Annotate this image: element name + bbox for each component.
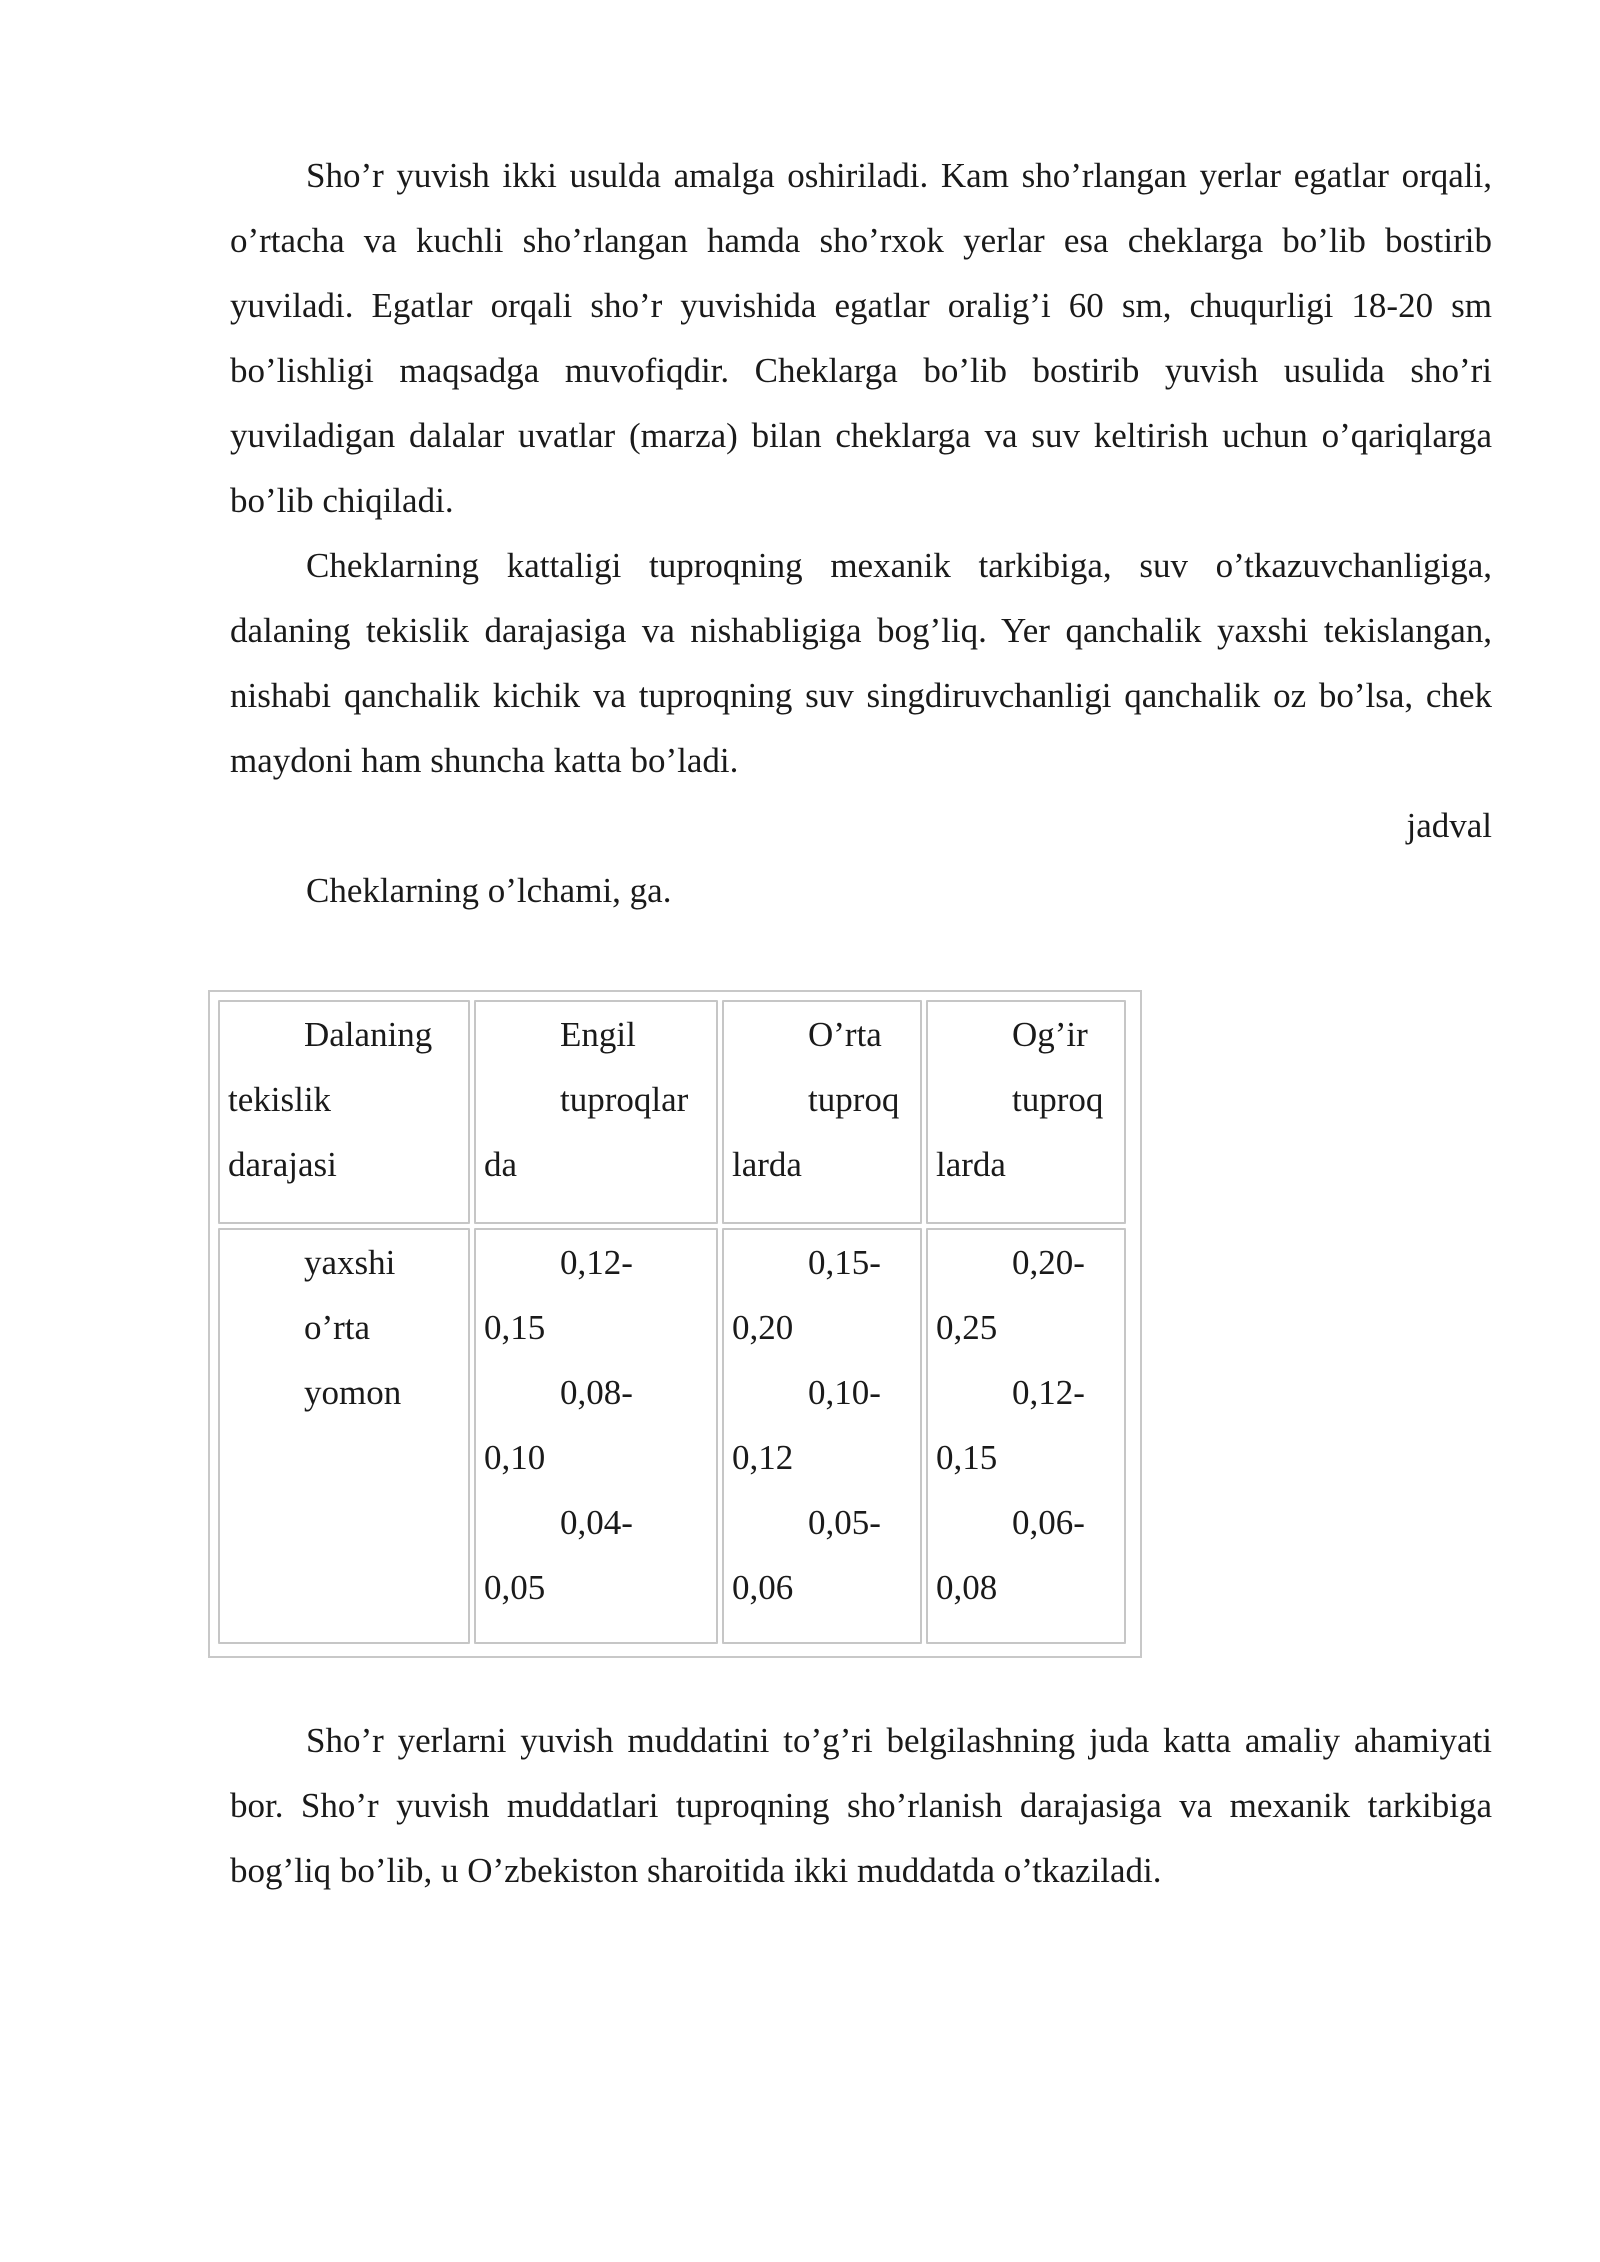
level-text: yaxshi <box>304 1243 396 1282</box>
header-cell-tekislik <box>218 1000 470 1224</box>
value-text: 0,10 <box>484 1438 546 1477</box>
header-text: tuproq <box>1012 1080 1104 1119</box>
value-text: 0,15- <box>808 1243 881 1282</box>
header-text: tekislik <box>228 1080 332 1119</box>
header-text: tuproq <box>808 1080 900 1119</box>
table-caption: Cheklarning o’lchami, ga. <box>306 871 672 910</box>
header-text: Dalaning <box>304 1015 433 1054</box>
value-text: 0,25 <box>936 1308 998 1347</box>
paragraph-2-block <box>230 533 1492 793</box>
value-text: 0,04- <box>560 1503 633 1542</box>
header-text: O’rta <box>808 1015 882 1054</box>
header-text: da <box>484 1145 518 1184</box>
value-text: 0,06- <box>1012 1503 1085 1542</box>
paragraph-3: Sho’r yerlarni yuvish muddatini to’g’ri belgilashning juda katta amaliy ahamiyati bor. Sho’r yuvish muddatlari tuproqning sho’rlanish darajasiga va mexanik tarkibiga bog’liq bo’lib, u O’zbekiston sharoitida ikki muddatda o’tkaziladi. <box>230 1721 1492 1890</box>
value-text: 0,10- <box>808 1373 881 1412</box>
value-text: 0,12- <box>1012 1373 1085 1412</box>
value-text: 0,05 <box>484 1568 546 1607</box>
paragraph-3-block <box>230 1708 1492 1903</box>
paragraph-1: Sho’r yuvish ikki usulda amalga oshiriladi. Kam sho’rlangan yerlar egatlar orqali, o’rtacha va kuchli sho’rlangan hamda sho’rxok yerlar esa cheklarga bo’lib bostirib yuviladi. Egatlar orqali sho’r yuvishida egatlar oralig’i 60 sm, chuqurligi 18-20 sm bo’lishligi maqsadga muvofiqdir. Cheklarga bo’lib bostirib yuvish usulida sho’ri yuviladigan dalalar uvatlar (marza) bilan cheklarga va suv keltirish uchun o’qariqlarga bo’lib chiqiladi. <box>230 156 1492 520</box>
level-text: o’rta <box>304 1308 371 1347</box>
value-text: 0,15 <box>484 1308 546 1347</box>
header-text: darajasi <box>228 1145 337 1184</box>
header-text: Og’ir <box>1012 1015 1088 1054</box>
value-text: 0,12 <box>732 1438 794 1477</box>
body-cell-engil <box>474 1228 718 1644</box>
header-cell-ogir <box>926 1000 1126 1224</box>
level-text: yomon <box>304 1373 402 1412</box>
value-text: 0,20- <box>1012 1243 1085 1282</box>
soil-table <box>214 996 1130 1648</box>
table-header-row <box>218 1000 1126 1224</box>
value-text: 0,08- <box>560 1373 633 1412</box>
header-cell-orta <box>722 1000 922 1224</box>
value-text: 0,08 <box>936 1568 998 1607</box>
value-text: 0,20 <box>732 1308 794 1347</box>
header-cell-engil <box>474 1000 718 1224</box>
paragraph-1-block <box>230 143 1492 533</box>
body-cell-ogir <box>926 1228 1126 1644</box>
body-cell-levels <box>218 1228 470 1644</box>
value-text: 0,06 <box>732 1568 794 1607</box>
body-cell-orta <box>722 1228 922 1644</box>
header-text: larda <box>936 1145 1006 1184</box>
table-label: jadval <box>1406 806 1492 845</box>
table-body-row <box>218 1228 1126 1644</box>
table-frame <box>208 990 1142 1658</box>
header-text: tuproqlar <box>560 1080 689 1119</box>
value-text: 0,12- <box>560 1243 633 1282</box>
header-text: larda <box>732 1145 802 1184</box>
header-text: Engil <box>560 1015 636 1054</box>
value-text: 0,15 <box>936 1438 998 1477</box>
value-text: 0,05- <box>808 1503 881 1542</box>
paragraph-2: Cheklarning kattaligi tuproqning mexanik tarkibiga, suv o’tkazuvchanligiga, dalaning tekislik darajasiga va nishabligiga bog’liq. Yer qanchalik yaxshi tekislangan, nishabi qanchalik kichik va tuproqning suv singdiruvchanligi qanchalik oz bo’lsa, chek maydoni ham shuncha katta bo’ladi. <box>230 546 1492 780</box>
